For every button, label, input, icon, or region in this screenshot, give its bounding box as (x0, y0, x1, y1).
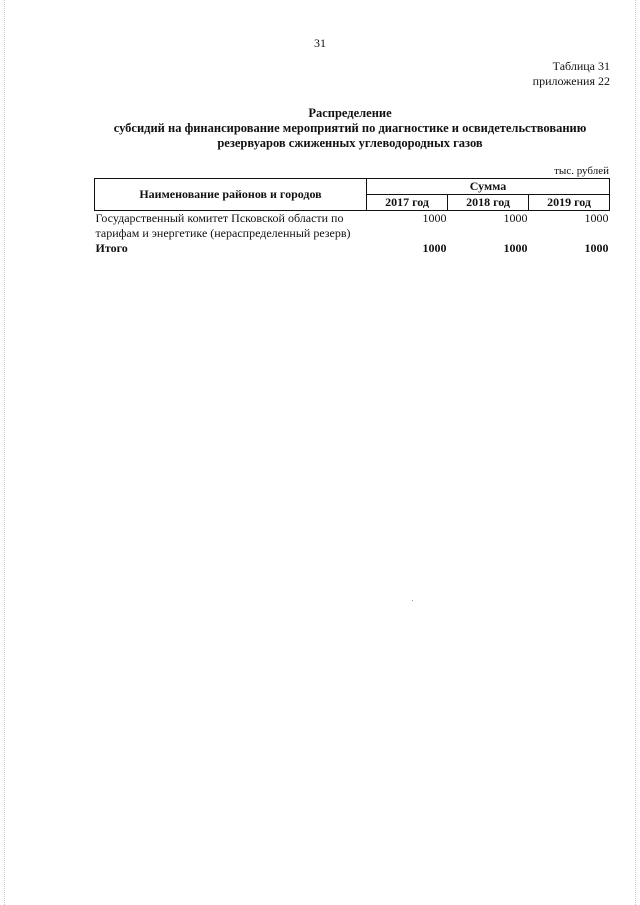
column-header-year: 2017 год (367, 195, 448, 211)
document-title-line3: резервуаров сжиженных углеводородных газов (217, 136, 483, 150)
table-reference (533, 59, 610, 89)
row-value-2017: 1000 (422, 211, 447, 225)
document-title-line1: Распределение (308, 106, 392, 120)
table-row (95, 211, 610, 242)
row-name: Государственный комитет Псковской области по тарифам и энергетике (нераспределенный резерв) (95, 211, 351, 240)
total-value-2017: 1000 (422, 241, 447, 255)
total-label: Итого (95, 241, 128, 255)
distribution-table (94, 178, 610, 256)
document-title (40, 106, 640, 151)
column-header-name: Наименование районов и городов (95, 179, 367, 211)
column-header-year: 2019 год (529, 195, 610, 211)
column-header-year: 2018 год (448, 195, 529, 211)
scan-speck (412, 600, 413, 601)
column-header-sum: Сумма (367, 179, 610, 195)
total-row (95, 241, 610, 256)
document-title-line2: субсидий на финансирование мероприятий по диагностике и освидетельствованию (113, 121, 587, 135)
table-reference-line1: Таблица 31 (552, 59, 610, 73)
page-number: 31 (314, 36, 326, 50)
units-label: тыс. рублей (554, 165, 609, 177)
table-reference-line2: приложения 22 (532, 74, 610, 88)
table-header-row (95, 179, 610, 195)
row-value-2018: 1000 (503, 211, 528, 225)
total-value-2018: 1000 (503, 241, 528, 255)
row-value-2019: 1000 (584, 211, 609, 225)
total-value-2019: 1000 (584, 241, 609, 255)
scan-edge-left (4, 0, 5, 905)
